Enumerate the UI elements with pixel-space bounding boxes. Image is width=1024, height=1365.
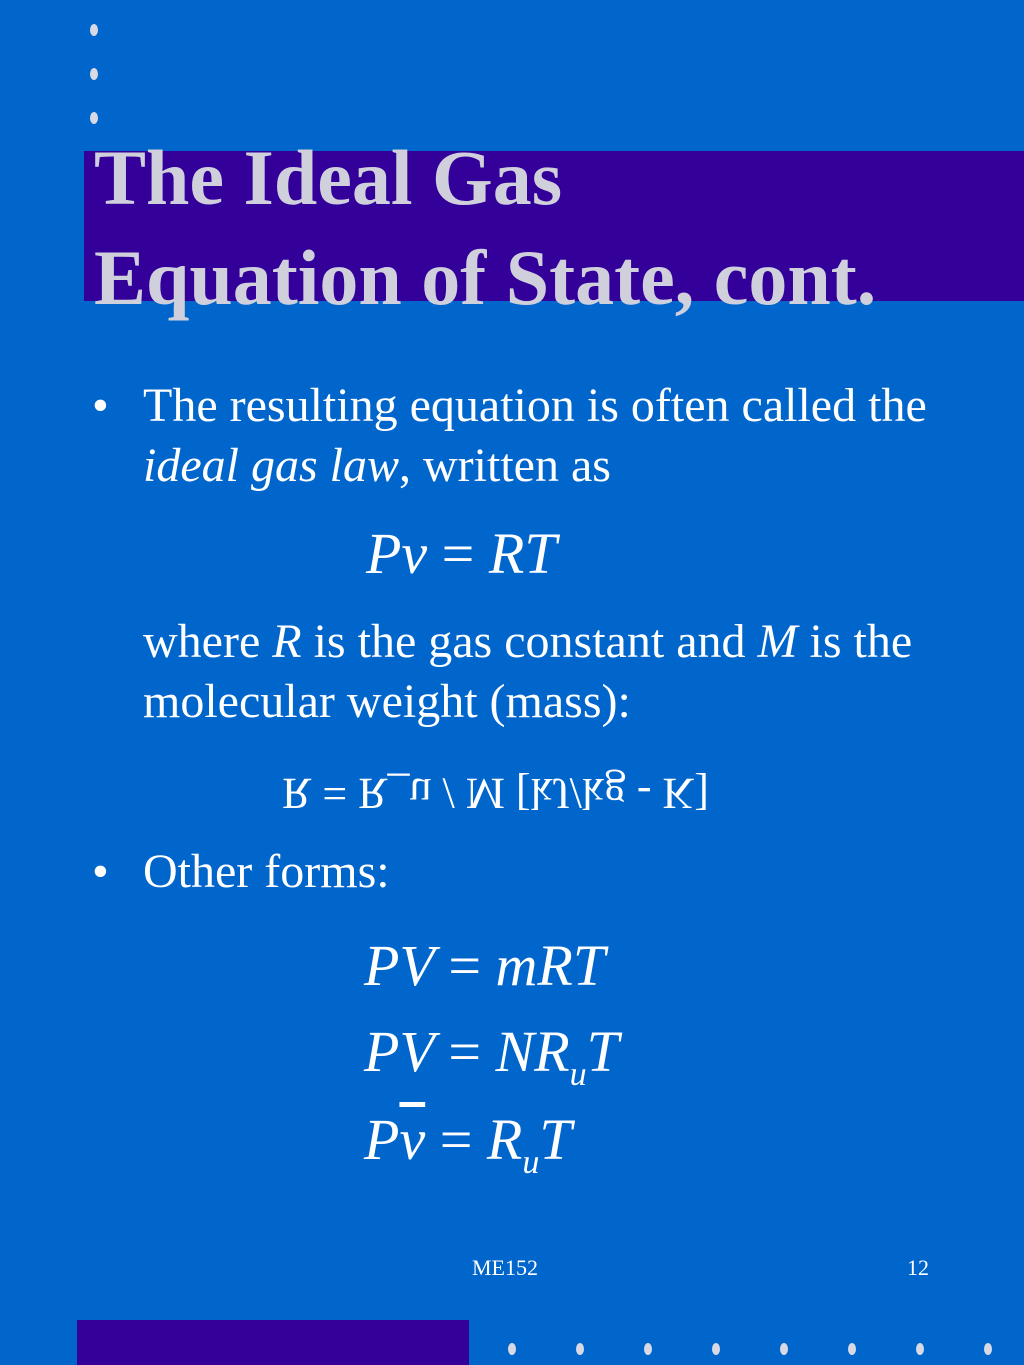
where-part-3: is the molecular weight (mass): [143, 615, 913, 728]
bullet-text-other-forms: Other forms: [143, 845, 390, 898]
eq-rhs: NR [495, 1019, 570, 1084]
where-part-2: is the gas constant and [301, 615, 758, 668]
decorative-dot [90, 24, 98, 36]
title-line-1: The Ideal Gas [94, 134, 563, 221]
equation-form-molar-volume [364, 1106, 572, 1181]
equation-gas-constant: R = R_u / M [kJ/kg - K] [282, 769, 709, 818]
ideal-gas-law-term: ideal gas law [143, 439, 400, 492]
equation-form-mass [364, 932, 605, 999]
where-symbol-m: M [757, 615, 798, 668]
decorative-dot [780, 1343, 788, 1355]
eq-lhs: Pv [366, 521, 428, 586]
where-text [143, 612, 963, 732]
decorative-dot [984, 1343, 992, 1355]
eq-rhs: mRT [495, 933, 606, 998]
eq-op: = [448, 933, 482, 998]
eq-op: = [439, 1107, 473, 1172]
bullet-text-after: , written as [399, 439, 611, 492]
footer-course: ME152 [472, 1255, 538, 1280]
decorative-dot [508, 1343, 516, 1355]
footer-band [77, 1320, 469, 1365]
bullet-symbol: • [92, 845, 109, 898]
eq-lhs: PV [364, 933, 434, 998]
bullet-symbol: • [92, 379, 109, 432]
decorative-dot [576, 1343, 584, 1355]
where-symbol-r: R [272, 615, 302, 668]
eq-lhs: PV [364, 1019, 434, 1084]
where-part-1: where [143, 615, 273, 668]
slide-title [94, 128, 1014, 328]
decorative-dot [90, 112, 98, 124]
eq-rhs: R [486, 1107, 523, 1172]
eq-tail: T [586, 1019, 619, 1084]
footer-page-number: 12 [907, 1255, 929, 1280]
eq-rhs: RT [488, 521, 557, 586]
equation-form-moles [364, 1018, 619, 1093]
bullet-text-ideal-gas-law [143, 376, 963, 496]
eq-op: = [441, 521, 475, 586]
title-line-2: Equation of State, cont. [94, 234, 877, 321]
eq-tail: T [539, 1107, 572, 1172]
eq-subscript: u [569, 1056, 587, 1093]
decorative-dot [712, 1343, 720, 1355]
decorative-dot [848, 1343, 856, 1355]
equation-ideal-gas-law [366, 520, 557, 587]
eq-subscript: u [522, 1144, 540, 1181]
decorative-dot [916, 1343, 924, 1355]
eq-op: = [448, 1019, 482, 1084]
bullet-text-before: The resulting equation is often called the [143, 379, 927, 432]
decorative-dot [644, 1343, 652, 1355]
eq-lhs: $P\overline{v}$ [364, 1107, 426, 1172]
decorative-dot [90, 68, 98, 80]
